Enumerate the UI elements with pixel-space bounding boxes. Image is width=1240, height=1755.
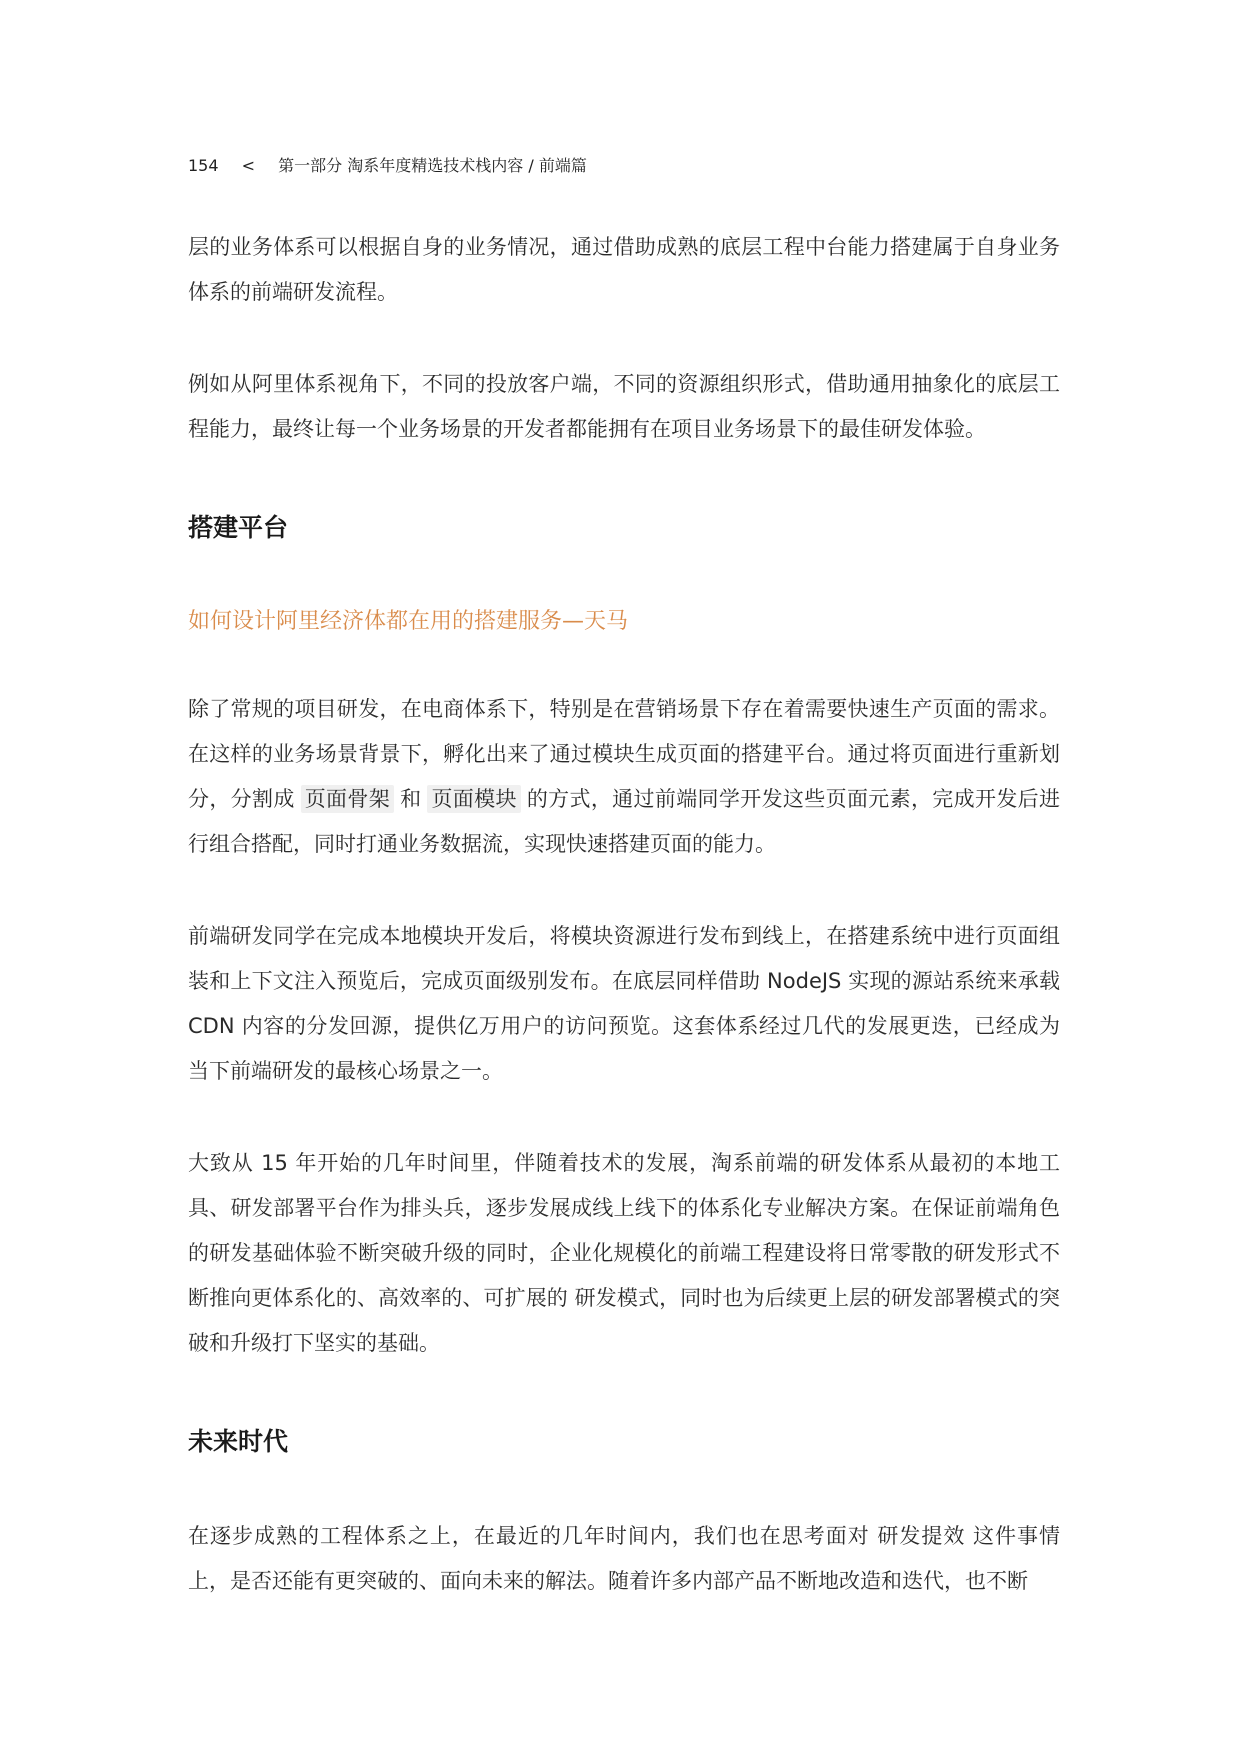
header-title: 淘系年度精选技术栈内容 / 前端篇: [347, 156, 587, 175]
paragraph-6: 在逐步成熟的工程体系之上，在最近的几年时间内，我们也在思考面对 研发提效 这件事情上，是否还能有更突破的、面向未来的解法。随着许多内部产品不断地改造和迭代，也不断: [188, 1524, 1060, 1593]
inline-code-page-skeleton: 页面骨架: [301, 785, 394, 813]
header-part: 第一部分: [278, 156, 343, 175]
paragraph-3-text-c: 的方式，通过前端同学开发这些页面元素，完成开发后进行组合搭配，同时打通业务数据流，实现快速搭建页面的能力。: [188, 787, 1061, 856]
page-number: 154: [188, 156, 219, 175]
paragraph-1: 层的业务体系可以根据自身的业务情况，通过借助成熟的底层工程中台能力搭建属于自身业务体系的前端研发流程。: [188, 235, 1060, 304]
section-heading-platform: 搭建平台: [188, 513, 289, 542]
running-header: [188, 153, 587, 176]
paragraph-5: 大致从 15 年开始的几年时间里，伴随着技术的发展，淘系前端的研发体系从最初的本地工具、研发部署平台作为排头兵，逐步发展成线上线下的体系化专业解决方案。在保证前端角色的研发基础体验不断突破升级的同时，企业化规模化的前端工程建设将日常零散的研发形式不断推向更体系化的、高效率的、可扩展的 研发模式，同时也为后续更上层的研发部署模式的突破和升级打下坚实的基础。: [188, 1151, 1060, 1355]
inline-code-page-module: 页面模块: [427, 785, 520, 813]
paragraph-3-text-a: 除了常规的项目研发，在电商体系下，特别是在营销场景下存在着需要快速生产页面的需求。在这样的业务场景背景下，孵化出来了通过模块生成页面的搭建平台。通过将页面进行重新划分，分割成: [188, 697, 1060, 811]
section-heading-future: 未来时代: [188, 1427, 289, 1456]
paragraph-4: 前端研发同学在完成本地模块开发后，将模块资源进行发布到线上，在搭建系统中进行页面组装和上下文注入预览后，完成页面级别发布。在底层同样借助 NodeJS 实现的源站系统来承载 CDN 内容的分发回源，提供亿万用户的访问预览。这套体系经过几代的发展更迭，已经成为当下前端研发的最核心场景之一。: [188, 924, 1060, 1083]
section-subheading-tianma: 如何设计阿里经济体都在用的搭建服务—天马: [188, 609, 629, 634]
paragraph-3-text-b: 和: [400, 787, 422, 811]
paragraph-3: [188, 687, 1060, 867]
page-content: [188, 225, 1060, 1604]
header-separator: <: [241, 156, 256, 175]
paragraph-2: 例如从阿里体系视角下，不同的投放客户端，不同的资源组织形式，借助通用抽象化的底层工程能力，最终让每一个业务场景的开发者都能拥有在项目业务场景下的最佳研发体验。: [188, 372, 1060, 441]
